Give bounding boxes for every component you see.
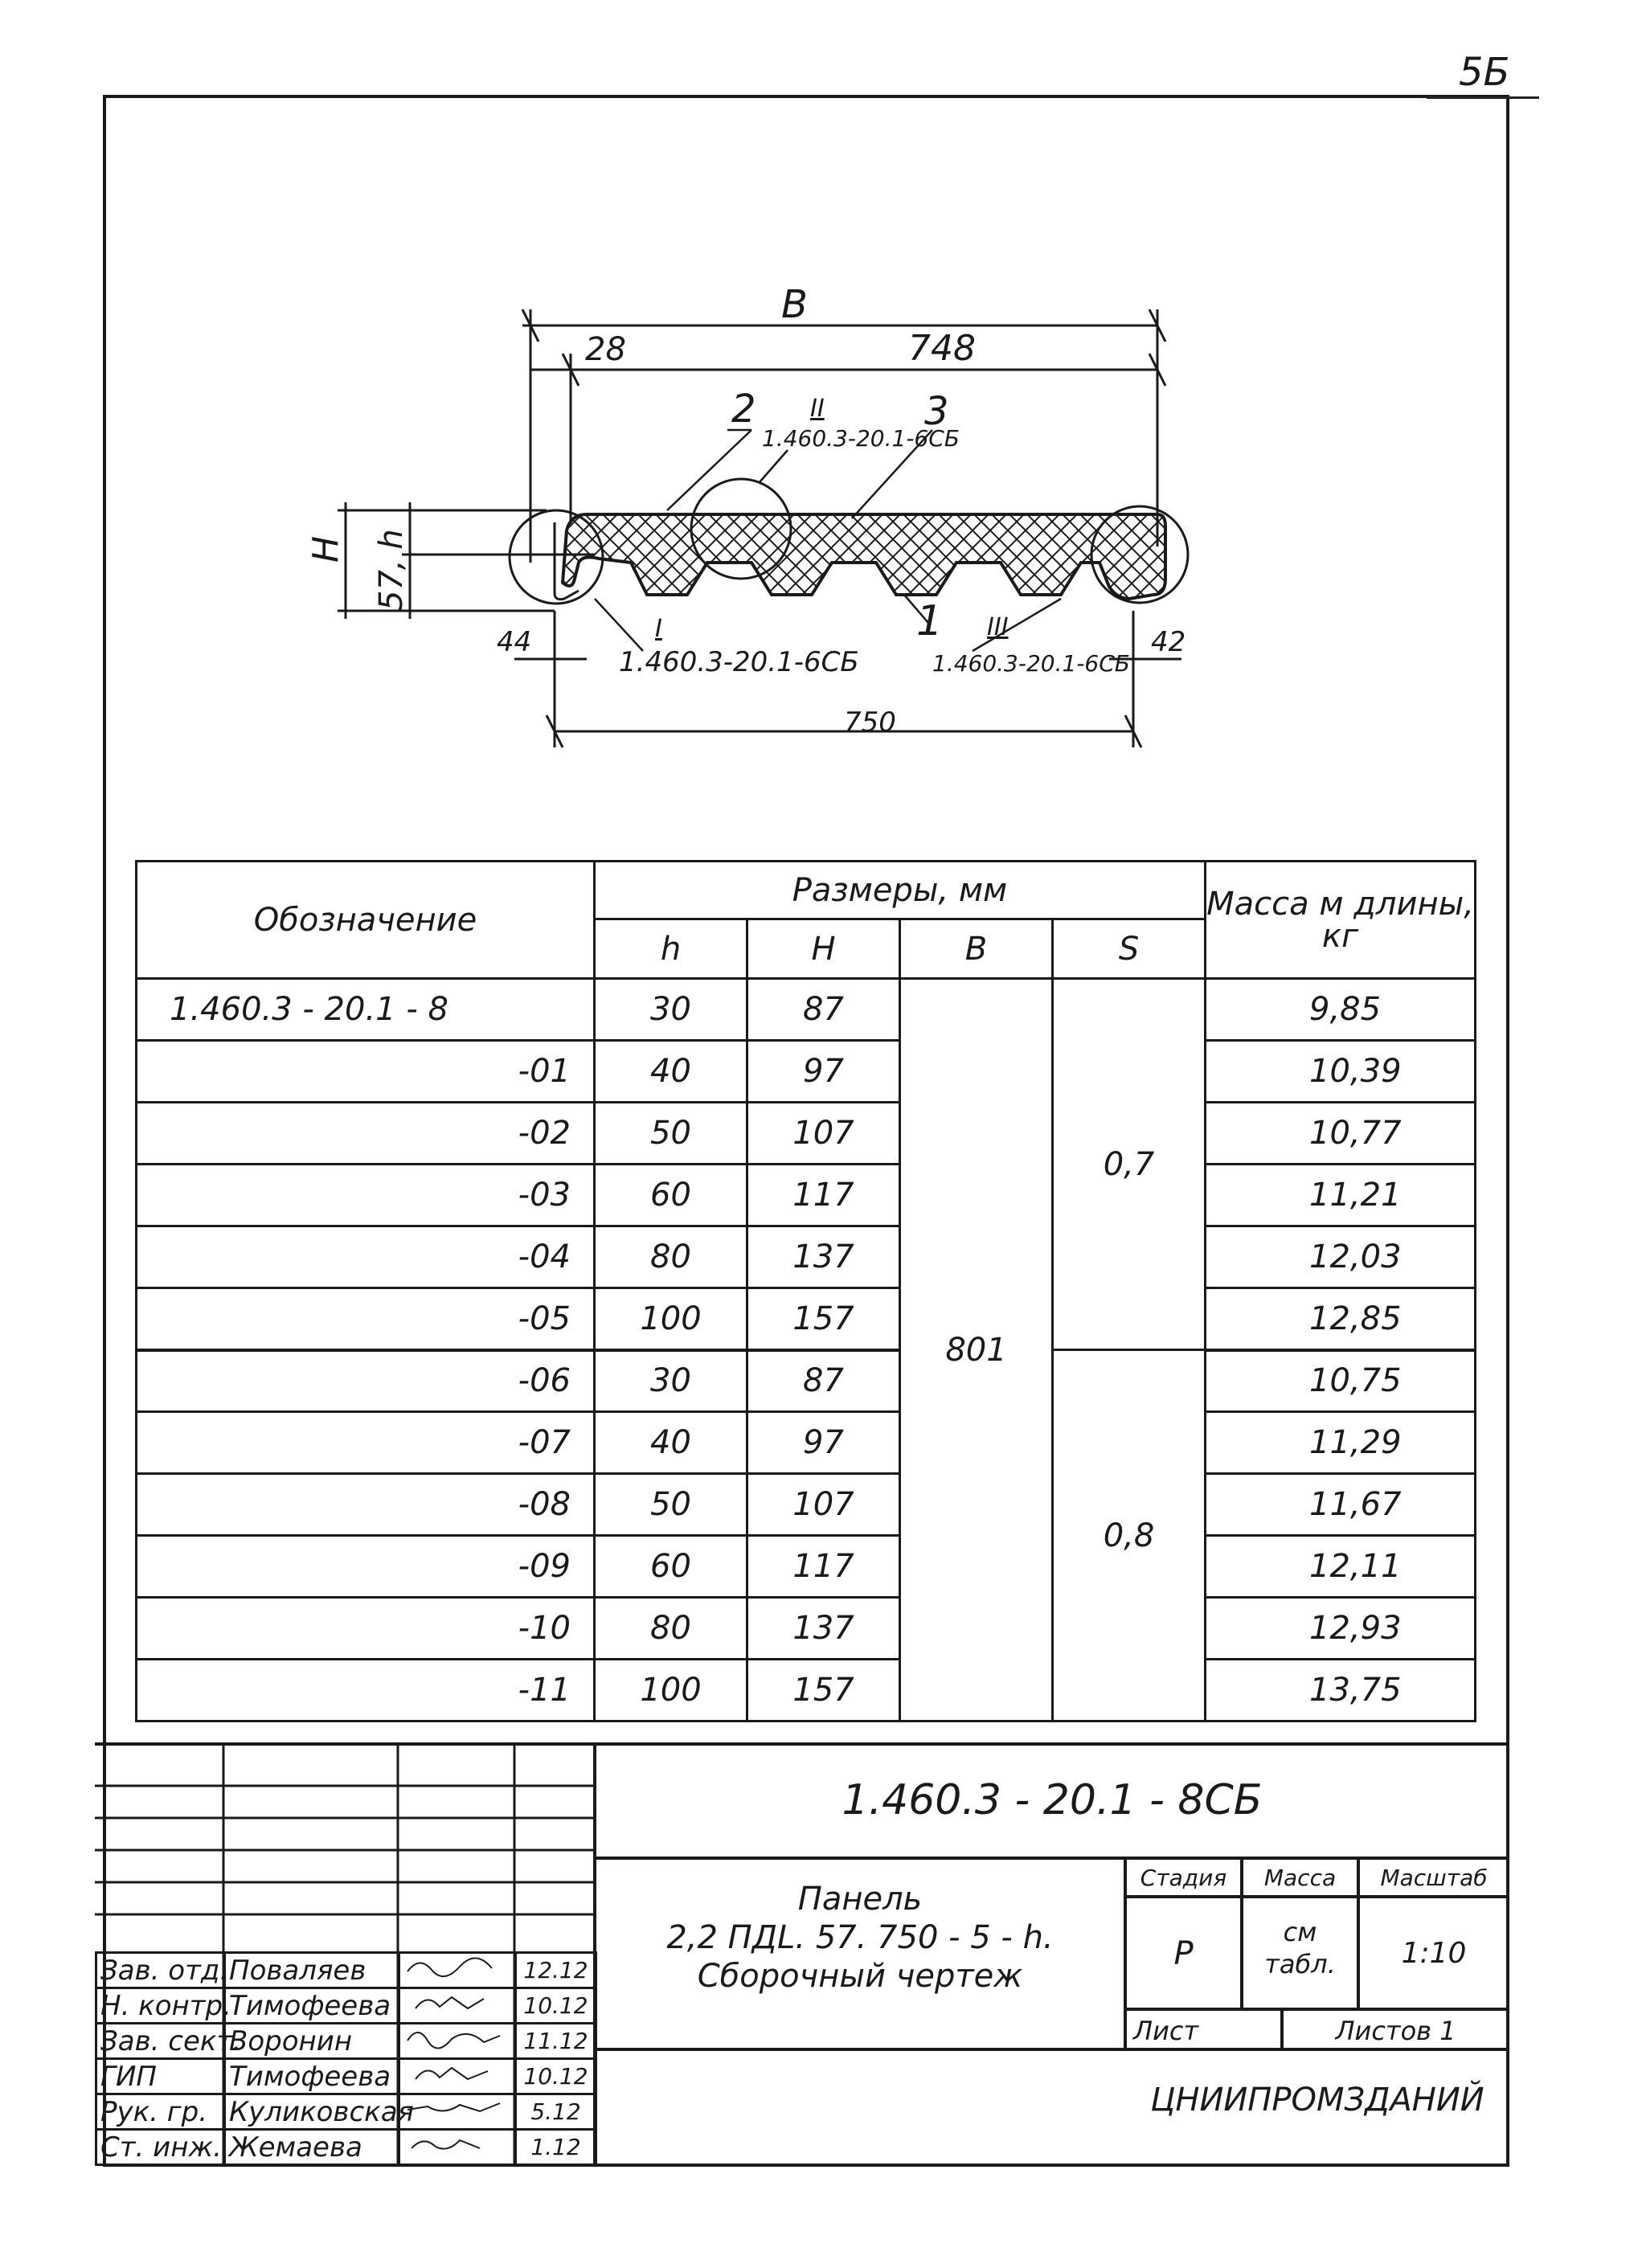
row-h: 40 xyxy=(595,1041,747,1103)
row-mass: 9,85 xyxy=(1206,979,1476,1041)
row-H: 137 xyxy=(747,1226,900,1288)
row-H: 137 xyxy=(747,1598,900,1660)
row-H: 87 xyxy=(747,1350,900,1412)
signature-mark xyxy=(399,1988,516,2024)
row-h: 60 xyxy=(595,1536,747,1598)
signature-date: 5.12 xyxy=(516,2094,596,2130)
signature-name: Поваляев xyxy=(225,1953,399,1988)
row-H: 97 xyxy=(747,1412,900,1474)
doc-code: 1.460.3 - 20.1 - 8СБ xyxy=(842,1776,1263,1824)
organization: ЦНИИПРОМЗДАНИЙ xyxy=(1150,2082,1484,2119)
node-I-number: I xyxy=(655,615,662,643)
signatures-table xyxy=(95,1951,597,2166)
node-III-number: III xyxy=(987,613,1009,641)
row-H: 87 xyxy=(747,979,900,1041)
panel-profile xyxy=(563,514,1165,599)
shared-S-group2: 0,8 xyxy=(1053,1350,1206,1721)
row-designation: -03 xyxy=(137,1165,595,1226)
header-mass: Масса м длины, кг xyxy=(1206,862,1476,979)
header-dimensions: Размеры, мм xyxy=(595,862,1206,919)
row-h: 80 xyxy=(595,1226,747,1288)
row-h: 30 xyxy=(595,1350,747,1412)
dim-750: 750 xyxy=(844,706,896,739)
signature-name: Воронин xyxy=(225,2024,399,2059)
stage-label: Стадия xyxy=(1140,1865,1227,1891)
row-H: 97 xyxy=(747,1041,900,1103)
row-designation: -01 xyxy=(137,1041,595,1103)
panel-section-drawing xyxy=(0,0,1638,804)
dim-28: 28 xyxy=(585,331,626,368)
row-designation: -06 xyxy=(137,1350,595,1412)
row-H: 117 xyxy=(747,1165,900,1226)
row-H: 157 xyxy=(747,1660,900,1721)
row-designation: -08 xyxy=(137,1474,595,1536)
row-mass: 10,77 xyxy=(1206,1103,1476,1165)
title-line-1: Панель xyxy=(797,1881,923,1918)
row-H: 117 xyxy=(747,1536,900,1598)
spec-table xyxy=(135,860,1476,1722)
signature-role: Ст. инж. xyxy=(96,2130,225,2165)
page-number: 5Б xyxy=(1459,50,1510,95)
header-S: S xyxy=(1053,919,1206,979)
signature-name: Жемаева xyxy=(225,2130,399,2165)
node-III-ref: 1.460.3-20.1-6СБ xyxy=(932,650,1130,677)
signature-mark xyxy=(399,2059,516,2094)
row-h: 80 xyxy=(595,1598,747,1660)
signature-mark xyxy=(399,2130,516,2165)
sheets-label: Листов 1 xyxy=(1335,2016,1456,2046)
callout-2: 2 xyxy=(731,387,756,432)
row-mass: 10,75 xyxy=(1206,1350,1476,1412)
row-mass: 12,11 xyxy=(1206,1536,1476,1598)
row-mass: 11,67 xyxy=(1206,1474,1476,1536)
row-h: 50 xyxy=(595,1474,747,1536)
row-mass: 11,21 xyxy=(1206,1165,1476,1226)
row-h: 30 xyxy=(595,979,747,1041)
node-I-ref: 1.460.3-20.1-6СБ xyxy=(619,646,859,678)
node-II-ref: 1.460.3-20.1-6СБ xyxy=(762,425,960,452)
signature-role: Зав. сект. xyxy=(96,2024,225,2059)
signature-date: 10.12 xyxy=(516,1988,596,2024)
signature-role: Зав. отд. xyxy=(96,1953,225,1988)
row-designation: -04 xyxy=(137,1226,595,1288)
row-H: 107 xyxy=(747,1103,900,1165)
row-designation: -07 xyxy=(137,1412,595,1474)
dim-748: 748 xyxy=(908,328,976,369)
signature-date: 1.12 xyxy=(516,2130,596,2165)
header-designation: Обозначение xyxy=(137,862,595,979)
header-B: B xyxy=(900,919,1053,979)
signature-mark xyxy=(399,1953,516,1988)
scale-value: 1:10 xyxy=(1401,1937,1467,1970)
title-line-3: Сборочный чертеж xyxy=(697,1958,1023,1995)
dim-B: B xyxy=(781,282,808,327)
callout-1: 1 xyxy=(916,597,944,645)
signature-role: ГИП xyxy=(96,2059,225,2094)
row-mass: 12,03 xyxy=(1206,1226,1476,1288)
stage-value: Р xyxy=(1173,1935,1194,1972)
signature-name: Тимофеева xyxy=(225,1988,399,2024)
row-H: 157 xyxy=(747,1288,900,1350)
row-H: 107 xyxy=(747,1474,900,1536)
row-mass: 12,85 xyxy=(1206,1288,1476,1350)
row-mass: 11,29 xyxy=(1206,1412,1476,1474)
row-designation: -09 xyxy=(137,1536,595,1598)
row-mass: 13,75 xyxy=(1206,1660,1476,1721)
row-designation: -05 xyxy=(137,1288,595,1350)
dim-42: 42 xyxy=(1151,626,1186,658)
dim-H: H xyxy=(305,535,346,563)
shared-B: 801 xyxy=(900,979,1053,1721)
signature-name: Тимофеева xyxy=(225,2059,399,2094)
signature-mark xyxy=(399,2024,516,2059)
row-h: 40 xyxy=(595,1412,747,1474)
row-h: 100 xyxy=(595,1660,747,1721)
mass-value-2: табл. xyxy=(1264,1949,1336,1979)
row-designation: -02 xyxy=(137,1103,595,1165)
row-mass: 12,93 xyxy=(1206,1598,1476,1660)
sheet-label: Лист xyxy=(1133,2016,1199,2046)
title-line-2: 2,2 ПДL. 57. 750 - 5 - h. xyxy=(666,1919,1054,1956)
node-II-number: II xyxy=(810,395,825,423)
dim-h: 57, h xyxy=(373,529,410,611)
signature-date: 11.12 xyxy=(516,2024,596,2059)
mass-label: Масса xyxy=(1263,1865,1337,1891)
row-designation: 1.460.3 - 20.1 - 8 xyxy=(137,979,595,1041)
row-mass: 10,39 xyxy=(1206,1041,1476,1103)
row-h: 100 xyxy=(595,1288,747,1350)
row-designation: -11 xyxy=(137,1660,595,1721)
shared-S-group1: 0,7 xyxy=(1053,979,1206,1350)
signature-role: Рук. гр. xyxy=(96,2094,225,2130)
signature-name: Куликовская xyxy=(225,2094,399,2130)
callout-3: 3 xyxy=(924,389,949,434)
signature-mark xyxy=(399,2094,516,2130)
row-h: 60 xyxy=(595,1165,747,1226)
signature-date: 12.12 xyxy=(516,1953,596,1988)
header-h: h xyxy=(595,919,747,979)
row-designation: -10 xyxy=(137,1598,595,1660)
signature-date: 10.12 xyxy=(516,2059,596,2094)
header-H: H xyxy=(747,919,900,979)
scale-label: Масштаб xyxy=(1380,1865,1488,1891)
dim-44: 44 xyxy=(497,626,532,658)
signature-role: Н. контр. xyxy=(96,1988,225,2024)
row-h: 50 xyxy=(595,1103,747,1165)
mass-value-1: см xyxy=(1283,1917,1317,1947)
